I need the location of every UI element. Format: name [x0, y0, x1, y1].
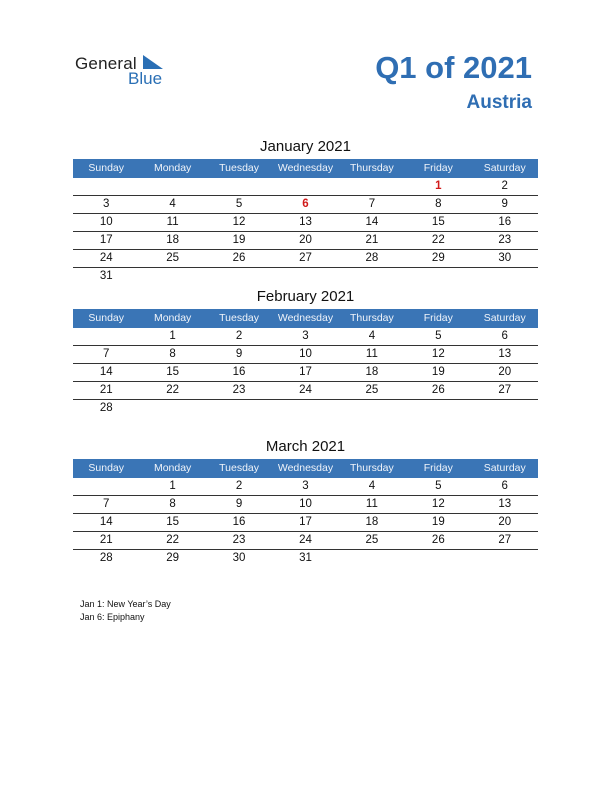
weekday-label: Wednesday: [277, 312, 334, 324]
day-cell: 8: [169, 348, 176, 360]
day-cell: 31: [99, 270, 113, 282]
day-cell: 1: [435, 180, 442, 192]
day-cell: 27: [498, 384, 512, 396]
weekday-header: [73, 309, 538, 328]
day-cell: 14: [99, 516, 113, 528]
month-grid: [73, 478, 538, 567]
day-cell: [272, 400, 338, 417]
day-cell: 7: [368, 198, 376, 210]
day-cell: [73, 328, 139, 345]
day-cell: [139, 268, 205, 285]
holiday-notes: [80, 598, 171, 624]
logo-blue-text: Blue: [128, 69, 163, 88]
day-cell: 24: [299, 384, 312, 396]
day-cell: 10: [99, 216, 113, 228]
week-row: [73, 514, 538, 532]
day-cell: 31: [299, 552, 312, 564]
holiday-note: Jan 1: New Year’s Day: [80, 599, 171, 609]
day-cell: 9: [235, 498, 243, 510]
day-cell: 21: [99, 384, 113, 396]
country-name: Austria: [466, 92, 532, 113]
day-cell: 15: [431, 216, 445, 228]
day-cell: 9: [501, 198, 508, 210]
weekday-label: Thursday: [350, 312, 394, 324]
day-cell: 13: [299, 216, 312, 228]
day-cell: 12: [431, 498, 445, 510]
week-row: [73, 328, 538, 346]
day-cell: 16: [498, 216, 512, 228]
month-february: [73, 286, 538, 417]
day-cell: 12: [232, 216, 246, 228]
day-cell: 4: [169, 198, 176, 210]
day-cell: 5: [435, 480, 442, 492]
day-cell: [73, 178, 139, 195]
day-cell: 10: [299, 498, 312, 510]
day-cell: 5: [235, 198, 243, 210]
day-cell: 28: [365, 252, 379, 264]
day-cell: 11: [365, 498, 378, 510]
day-cell: 26: [431, 384, 445, 396]
week-row: [73, 478, 538, 496]
day-cell: 30: [498, 252, 512, 264]
day-cell: 8: [169, 498, 176, 510]
logo-flag-icon: [143, 55, 163, 69]
day-cell: 3: [302, 330, 309, 342]
day-cell: 14: [365, 216, 379, 228]
week-row: [73, 496, 538, 514]
day-cell: [206, 178, 272, 195]
day-cell: 21: [99, 534, 113, 546]
weekday-label: Monday: [153, 462, 192, 474]
day-cell: 15: [166, 516, 180, 528]
day-cell: 19: [431, 366, 445, 378]
month-march: [73, 436, 538, 567]
day-cell: 5: [435, 330, 442, 342]
day-cell: [206, 400, 272, 417]
month-grid: [73, 328, 538, 417]
weekday-label: Saturday: [483, 462, 526, 474]
weekday-label: Friday: [423, 312, 453, 324]
day-cell: 20: [498, 366, 512, 378]
month-title: February 2021: [256, 288, 355, 305]
weekday-header: [73, 159, 538, 178]
day-cell: 25: [365, 534, 379, 546]
week-row: [73, 532, 538, 550]
day-cell: [405, 400, 471, 417]
day-cell: 30: [232, 552, 246, 564]
day-cell: [339, 550, 405, 567]
day-cell: [405, 550, 471, 567]
week-row: [73, 400, 538, 417]
day-cell: 2: [235, 480, 243, 492]
weekday-label: Sunday: [88, 462, 125, 474]
day-cell: 1: [169, 480, 176, 492]
day-cell: 25: [365, 384, 379, 396]
day-cell: 24: [299, 534, 312, 546]
month-title: March 2021: [265, 438, 346, 455]
day-cell: 4: [368, 480, 376, 492]
week-row: [73, 364, 538, 382]
week-row: [73, 232, 538, 250]
week-row: [73, 550, 538, 567]
day-cell: [472, 268, 538, 285]
weekday-label: Tuesday: [219, 312, 259, 324]
month-grid: [73, 178, 538, 285]
weekday-label: Monday: [153, 162, 192, 174]
day-cell: 24: [99, 252, 113, 264]
day-cell: [339, 268, 405, 285]
day-cell: 16: [232, 516, 246, 528]
day-cell: 11: [166, 216, 179, 228]
day-cell: 2: [501, 180, 508, 192]
logo-general-text: General: [75, 54, 137, 73]
day-cell: 7: [103, 348, 110, 360]
day-cell: [405, 268, 471, 285]
logo: [75, 52, 185, 92]
day-cell: [472, 400, 538, 417]
day-cell: 13: [498, 348, 512, 360]
weekday-label: Sunday: [88, 162, 125, 174]
weekday-label: Saturday: [483, 312, 526, 324]
day-cell: 17: [99, 234, 113, 246]
day-cell: 15: [166, 366, 180, 378]
day-cell: 3: [103, 198, 110, 210]
weekday-label: Sunday: [88, 312, 125, 324]
day-cell: 10: [299, 348, 312, 360]
weekday-label: Thursday: [350, 162, 394, 174]
day-cell: 23: [232, 534, 246, 546]
day-cell: 26: [431, 534, 445, 546]
day-cell: 23: [498, 234, 512, 246]
day-cell: 6: [302, 198, 309, 210]
day-cell: 7: [103, 498, 110, 510]
day-cell: 18: [365, 516, 379, 528]
day-cell: 1: [169, 330, 176, 342]
weekday-label: Monday: [153, 312, 192, 324]
day-cell: [272, 268, 338, 285]
day-cell: 6: [501, 330, 508, 342]
day-cell: 22: [166, 384, 180, 396]
day-cell: 4: [368, 330, 376, 342]
holiday-note: Jan 6: Epiphany: [80, 612, 145, 622]
month-january: [73, 136, 538, 285]
day-cell: 13: [498, 498, 512, 510]
week-row: [73, 268, 538, 285]
day-cell: 2: [235, 330, 243, 342]
month-title: January 2021: [260, 138, 351, 155]
weekday-label: Wednesday: [277, 162, 334, 174]
day-cell: [339, 178, 405, 195]
day-cell: 11: [365, 348, 378, 360]
week-row: [73, 196, 538, 214]
day-cell: 26: [232, 252, 246, 264]
quarter-title: Q1 of 2021: [375, 50, 532, 85]
day-cell: 28: [99, 402, 113, 414]
day-cell: 14: [99, 366, 113, 378]
weekday-label: Thursday: [350, 462, 394, 474]
day-cell: [206, 268, 272, 285]
day-cell: 6: [501, 480, 508, 492]
day-cell: 23: [232, 384, 246, 396]
day-cell: [339, 400, 405, 417]
day-cell: 3: [302, 480, 309, 492]
day-cell: 29: [166, 552, 180, 564]
week-row: [73, 382, 538, 400]
week-row: [73, 214, 538, 232]
day-cell: 22: [166, 534, 180, 546]
day-cell: [139, 400, 205, 417]
day-cell: 18: [365, 366, 379, 378]
day-cell: 9: [235, 348, 243, 360]
day-cell: 27: [498, 534, 512, 546]
week-row: [73, 178, 538, 196]
weekday-header: [73, 459, 538, 478]
day-cell: [272, 178, 338, 195]
day-cell: 20: [299, 234, 312, 246]
day-cell: 22: [431, 234, 445, 246]
week-row: [73, 346, 538, 364]
weekday-label: Tuesday: [219, 462, 259, 474]
day-cell: 19: [232, 234, 246, 246]
weekday-label: Tuesday: [219, 162, 259, 174]
week-row: [73, 250, 538, 268]
day-cell: 20: [498, 516, 512, 528]
weekday-label: Saturday: [483, 162, 526, 174]
day-cell: 18: [166, 234, 180, 246]
day-cell: 16: [232, 366, 246, 378]
weekday-label: Friday: [423, 462, 453, 474]
day-cell: 28: [99, 552, 113, 564]
day-cell: [472, 550, 538, 567]
day-cell: 17: [299, 366, 312, 378]
weekday-label: Friday: [423, 162, 453, 174]
day-cell: [139, 178, 205, 195]
day-cell: [73, 478, 139, 495]
weekday-label: Wednesday: [277, 462, 334, 474]
day-cell: 12: [431, 348, 445, 360]
day-cell: 8: [435, 198, 442, 210]
day-cell: 21: [365, 234, 379, 246]
day-cell: 17: [299, 516, 312, 528]
day-cell: 25: [166, 252, 180, 264]
day-cell: 27: [299, 252, 312, 264]
day-cell: 29: [431, 252, 445, 264]
day-cell: 19: [431, 516, 445, 528]
